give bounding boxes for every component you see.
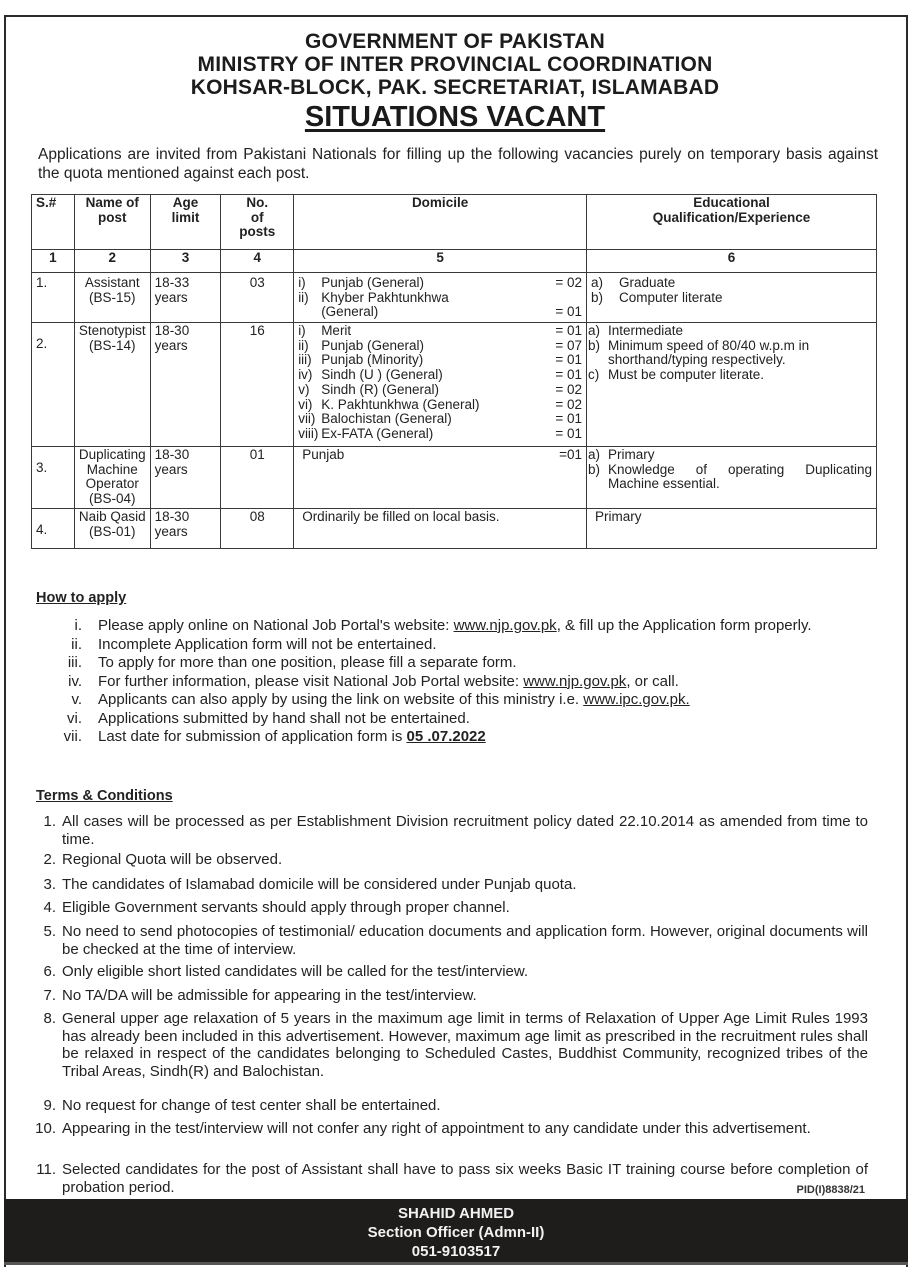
- age-line: years: [154, 523, 188, 539]
- terms-item-number: 8.: [43, 1010, 56, 1027]
- how-to-apply-heading: How to apply: [36, 590, 127, 606]
- terms-item-number: 6.: [43, 963, 56, 980]
- domicile-line: [298, 291, 582, 306]
- education-line: [588, 368, 872, 383]
- terms-item-text: The candidates of Islamabad domicile will be considered under Punjab quota.: [62, 876, 577, 893]
- domicile-line: [298, 427, 582, 442]
- domicile-count: = 01: [555, 352, 582, 368]
- terms-item-row: [28, 1161, 868, 1196]
- list-item: [36, 673, 876, 692]
- list-item: [36, 710, 876, 729]
- domicile-line: [298, 353, 582, 368]
- col-header-posts-line: No.: [246, 195, 269, 210]
- terms-item-number: 11.: [36, 1161, 56, 1178]
- terms-item-text: Selected candidates for the post of Assistant shall have to pass six weeks Basic IT training course before completion of probation period.: [62, 1161, 868, 1196]
- table-row: [32, 273, 877, 323]
- terms-item-row: [28, 963, 868, 981]
- cell-post: [74, 508, 150, 548]
- post-line: Assistant: [84, 275, 140, 290]
- domicile-roman: ii): [298, 289, 309, 305]
- education-line: [588, 448, 872, 463]
- domicile-count: [546, 291, 582, 306]
- cell-sno: 1.: [32, 273, 75, 323]
- list-item-text: Incomplete Application form will not be entertained.: [98, 635, 437, 653]
- col-header-age-line: limit: [171, 209, 200, 225]
- ipc-website-link[interactable]: www.ipc.gov.pk.: [583, 691, 690, 708]
- domicile-roman: vi): [298, 396, 313, 412]
- domicile-name: Sindh (U ) (General): [321, 367, 443, 383]
- terms-item-row: [28, 851, 868, 869]
- domicile-count: = 02: [555, 275, 582, 290]
- terms-item-number: 9.: [43, 1097, 56, 1114]
- terms-item-text: Appearing in the test/interview will not confer any right of appointment to any candidate under this advertisement.: [62, 1120, 811, 1137]
- education-text: Graduate: [618, 275, 676, 290]
- text-fragment: Applicants can also apply by using the link on website of this ministry i.e.: [98, 691, 584, 708]
- domicile-count: =01: [559, 447, 582, 462]
- education-text: Intermediate: [607, 323, 684, 338]
- domicile-line: [298, 412, 582, 427]
- age-line: 18-30: [154, 323, 190, 338]
- terms-item: [28, 1010, 868, 1080]
- domicile-name: Punjab (General): [321, 337, 424, 353]
- post-line: Stenotypist: [78, 323, 146, 338]
- terms-item-row: [28, 923, 868, 958]
- domicile-count: = 01: [555, 304, 582, 320]
- terms-item: [28, 876, 868, 894]
- terms-item-text: No TA/DA will be admissible for appearing in the test/interview.: [62, 987, 477, 1004]
- domicile-line: [298, 276, 582, 291]
- list-item: [36, 654, 876, 673]
- cell-domicile: [294, 273, 587, 323]
- domicile-name: Merit: [321, 323, 352, 338]
- header-ministry: MINISTRY OF INTER PROVINCIAL COORDINATION: [197, 53, 713, 76]
- terms-item: [28, 923, 868, 958]
- column-number: 6: [586, 250, 876, 273]
- education-letter: a): [590, 275, 603, 290]
- domicile-count: = 01: [555, 323, 582, 338]
- domicile-roman: vii): [298, 411, 316, 427]
- domicile-roman: iv): [298, 367, 313, 383]
- terms-item: [28, 1120, 868, 1138]
- terms-item-row: [28, 1120, 868, 1138]
- signature-footer: [4, 1199, 908, 1265]
- education-text: Must be computer literate.: [607, 367, 765, 383]
- terms-item-row: [28, 1010, 868, 1080]
- domicile-roman: v): [298, 381, 310, 397]
- list-item: [36, 691, 876, 710]
- domicile-roman: i): [298, 275, 306, 290]
- cell-age: [150, 508, 221, 548]
- list-item-text: [98, 691, 876, 710]
- terms-item-number: 2.: [43, 851, 56, 868]
- col-header-post: [74, 195, 150, 250]
- terms-item-text: No request for change of test center shall be entertained.: [62, 1097, 441, 1114]
- domicile-roman: [298, 305, 321, 320]
- terms-item-text: Eligible Government servants should apply through proper channel.: [62, 899, 510, 916]
- cell-education: [586, 273, 876, 323]
- domicile-roman: i): [298, 323, 306, 338]
- domicile-line: [298, 368, 582, 383]
- list-item-number: iii.: [67, 654, 82, 671]
- domicile-count: = 01: [555, 425, 582, 441]
- terms-item-text: General upper age relaxation of 5 years in the maximum age limit in terms of Relaxation of Upper Age Limit Rules 1993 has already been included in this advertisement. However, maximum age limit as prescribed in the recruitment rules shall be relaxed in respect of the candidates belonging to Scheduled Castes, Buddhist Community, recognized tribes of the Tribal Areas, Sindh(R) and Balochistan.: [62, 1010, 868, 1080]
- domicile-roman: viii): [298, 425, 319, 441]
- officer-name: SHAHID AHMED: [397, 1205, 515, 1222]
- list-item-number: i.: [74, 617, 82, 634]
- cell-post: [74, 323, 150, 447]
- post-line: Machine: [86, 461, 138, 477]
- officer-designation: Section Officer (Admn-II): [367, 1224, 545, 1241]
- domicile-name: Ex-FATA (General): [321, 425, 434, 441]
- column-number: 4: [221, 250, 294, 273]
- terms-item: [28, 1161, 868, 1196]
- header-address: KOHSAR-BLOCK, PAK. SECRETARIAT, ISLAMABAD: [190, 76, 720, 99]
- col-header-edu-line: Educational: [693, 195, 770, 210]
- col-header-sno: S.#: [32, 195, 75, 250]
- col-header-domicile: Domicile: [294, 195, 587, 250]
- domicile-name: Khyber Pakhtunkhwa: [321, 289, 449, 305]
- list-item-number: ii.: [71, 635, 82, 653]
- cell-posts: 03: [221, 273, 294, 323]
- list-item: [36, 636, 876, 655]
- domicile-roman: ii): [298, 337, 309, 353]
- text-fragment: , & fill up the Application form properly.: [556, 617, 812, 634]
- terms-item-row: [28, 876, 868, 894]
- terms-item-number: 10.: [35, 1120, 56, 1137]
- column-number-row: [32, 250, 877, 273]
- post-line: (BS-04): [89, 491, 136, 507]
- column-number: 1: [32, 250, 75, 273]
- terms-item: [28, 851, 868, 869]
- col-header-education: [586, 195, 876, 250]
- domicile-count: = 07: [555, 337, 582, 353]
- page-title: [0, 101, 910, 134]
- list-item-text: [98, 673, 876, 692]
- domicile-name: Sindh (R) (General): [321, 381, 439, 397]
- intro-paragraph: Applications are invited from Pakistani Nationals for filling up the following vacancies purely on temporary basis against the quota mentioned against each post.: [38, 146, 878, 182]
- column-number: 2: [74, 250, 150, 273]
- col-header-age: [150, 195, 221, 250]
- list-item-number: v.: [71, 691, 82, 708]
- officer-phone: 051-9103517: [411, 1243, 501, 1260]
- header-government: GOVERNMENT OF PAKISTAN: [305, 30, 605, 53]
- page-title-text: SITUATIONS VACANT: [304, 101, 606, 133]
- age-line: years: [154, 289, 188, 305]
- cell-post: [74, 447, 150, 509]
- terms-item-row: [28, 1097, 868, 1115]
- terms-item-number: 5.: [43, 923, 56, 940]
- domicile-line: [298, 398, 582, 413]
- cell-sno: 3.: [32, 447, 75, 509]
- table-row: [32, 447, 877, 509]
- cell-domicile: [294, 447, 587, 509]
- terms-item: [28, 899, 868, 917]
- cell-education: [586, 447, 876, 509]
- education-letter: b): [587, 461, 600, 477]
- terms-item-text: No need to send photocopies of testimonial/ education documents and application form. However, original documents will be checked at the time of interview.: [62, 923, 868, 958]
- table-row: [32, 508, 877, 548]
- col-header-posts-line: posts: [239, 224, 276, 240]
- age-line: years: [154, 461, 188, 477]
- terms-item: [28, 963, 868, 981]
- education-text: Minimum speed of 80/40 w.p.m in shorthand/typing respectively.: [607, 337, 810, 368]
- post-line: (BS-15): [89, 289, 136, 305]
- terms-item-row: [28, 813, 868, 848]
- education-text: Primary: [607, 447, 655, 462]
- terms-item-number: 3.: [43, 876, 56, 893]
- post-line: Operator: [85, 476, 139, 492]
- post-line: Duplicating: [78, 447, 146, 462]
- age-line: 18-30: [154, 447, 190, 462]
- terms-item-text: All cases will be processed as per Establishment Division recruitment policy dated 22.10.2014 as amended from time to time.: [62, 813, 868, 848]
- terms-item: [28, 1097, 868, 1115]
- domicile-line: [298, 305, 582, 320]
- terms-item-row: [28, 899, 868, 917]
- domicile-count: = 02: [555, 381, 582, 397]
- list-item: [36, 728, 876, 747]
- domicile-name: Balochistan (General): [321, 411, 452, 427]
- domicile-name: (General): [321, 304, 379, 320]
- terms-item-number: 1.: [43, 813, 56, 830]
- education-letter: b): [587, 337, 600, 353]
- col-header-posts: [221, 195, 294, 250]
- domicile-name: Punjab (Minority): [321, 352, 424, 368]
- col-header-edu-line: Qualification/Experience: [652, 209, 811, 225]
- education-line: [591, 276, 872, 291]
- cell-sno: 2.: [32, 323, 75, 447]
- text-fragment: For further information, please visit National Job Portal website:: [98, 672, 524, 690]
- list-item-number: vi.: [67, 709, 82, 727]
- njp-website-link[interactable]: www.njp.gov.pk: [523, 672, 627, 690]
- list-item-text: To apply for more than one position, please fill a separate form.: [98, 654, 517, 671]
- list-item-number: vii.: [63, 728, 82, 745]
- cell-sno: 4.: [32, 508, 75, 548]
- col-header-post-line: post: [98, 209, 127, 225]
- cell-age: [150, 273, 221, 323]
- cell-posts: 16: [221, 323, 294, 447]
- age-line: 18-33: [154, 275, 190, 290]
- domicile-line: [298, 383, 582, 398]
- post-line: (BS-14): [89, 337, 136, 353]
- education-text: Computer literate: [618, 289, 723, 305]
- terms-item-number: 4.: [43, 899, 56, 916]
- education-line: [588, 324, 872, 339]
- vacancies-table: [31, 194, 877, 549]
- domicile-count: = 02: [555, 396, 582, 412]
- list-item-text: [98, 617, 876, 636]
- table-row: [32, 323, 877, 447]
- table-header-row: [32, 195, 877, 250]
- list-item-text: [98, 728, 876, 747]
- terms-item: [28, 987, 868, 1005]
- terms-item-text: Regional Quota will be observed.: [62, 851, 283, 868]
- list-item-text: Applications submitted by hand shall not be entertained.: [98, 709, 470, 727]
- cell-posts: 08: [221, 508, 294, 548]
- terms-item-row: [28, 987, 868, 1005]
- domicile-count: = 01: [555, 411, 582, 427]
- cell-domicile: [294, 323, 587, 447]
- education-text: Knowledge of operating Duplicating Machine essential.: [607, 461, 872, 492]
- cell-posts: 01: [221, 447, 294, 509]
- education-line: [591, 291, 872, 306]
- list-item: [36, 617, 876, 636]
- education-line: [588, 463, 872, 492]
- col-header-post-line: Name of: [85, 195, 139, 210]
- education-letter: a): [587, 323, 600, 338]
- domicile-line: [298, 339, 582, 354]
- last-date: 05 .07.2022: [406, 728, 486, 745]
- domicile-line: [302, 448, 582, 463]
- age-line: 18-30: [154, 508, 190, 524]
- pid-code: PID(I)8838/21: [796, 1184, 865, 1196]
- column-number: 5: [294, 250, 587, 273]
- domicile-roman: iii): [298, 352, 312, 368]
- age-line: years: [154, 337, 188, 353]
- text-fragment: Last date for submission of application form is: [98, 728, 407, 745]
- list-item-number: iv.: [68, 672, 82, 690]
- post-line: (BS-01): [89, 523, 136, 539]
- education-letter: b): [590, 289, 603, 305]
- terms-item-text: Only eligible short listed candidates will be called for the test/interview.: [62, 963, 529, 980]
- col-header-age-line: Age: [172, 195, 199, 210]
- domicile-name: Punjab (General): [321, 275, 424, 290]
- education-letter: a): [587, 447, 600, 462]
- domicile-count: = 01: [555, 367, 582, 383]
- cell-age: [150, 323, 221, 447]
- education-line: [588, 339, 872, 368]
- domicile-name: K. Pakhtunkhwa (General): [321, 396, 480, 412]
- cell-education: Primary: [586, 508, 876, 548]
- cell-education: [586, 323, 876, 447]
- terms-heading: Terms & Conditions: [36, 788, 173, 804]
- column-number: 3: [150, 250, 221, 273]
- cell-age: [150, 447, 221, 509]
- education-letter: c): [587, 367, 600, 383]
- terms-item-number: 7.: [43, 987, 56, 1004]
- post-line: Naib Qasid: [78, 508, 146, 524]
- terms-item: [28, 813, 868, 848]
- domicile-line: [298, 324, 582, 339]
- col-header-posts-line: of: [250, 209, 264, 225]
- njp-website-link[interactable]: www.njp.gov.pk: [453, 617, 557, 634]
- text-fragment: Please apply online on National Job Portal's website:: [98, 617, 454, 634]
- text-fragment: , or call.: [626, 672, 679, 690]
- how-to-apply-list: [36, 617, 876, 747]
- domicile-name: Punjab: [302, 447, 345, 462]
- cell-post: [74, 273, 150, 323]
- cell-domicile: Ordinarily be filled on local basis.: [294, 508, 587, 548]
